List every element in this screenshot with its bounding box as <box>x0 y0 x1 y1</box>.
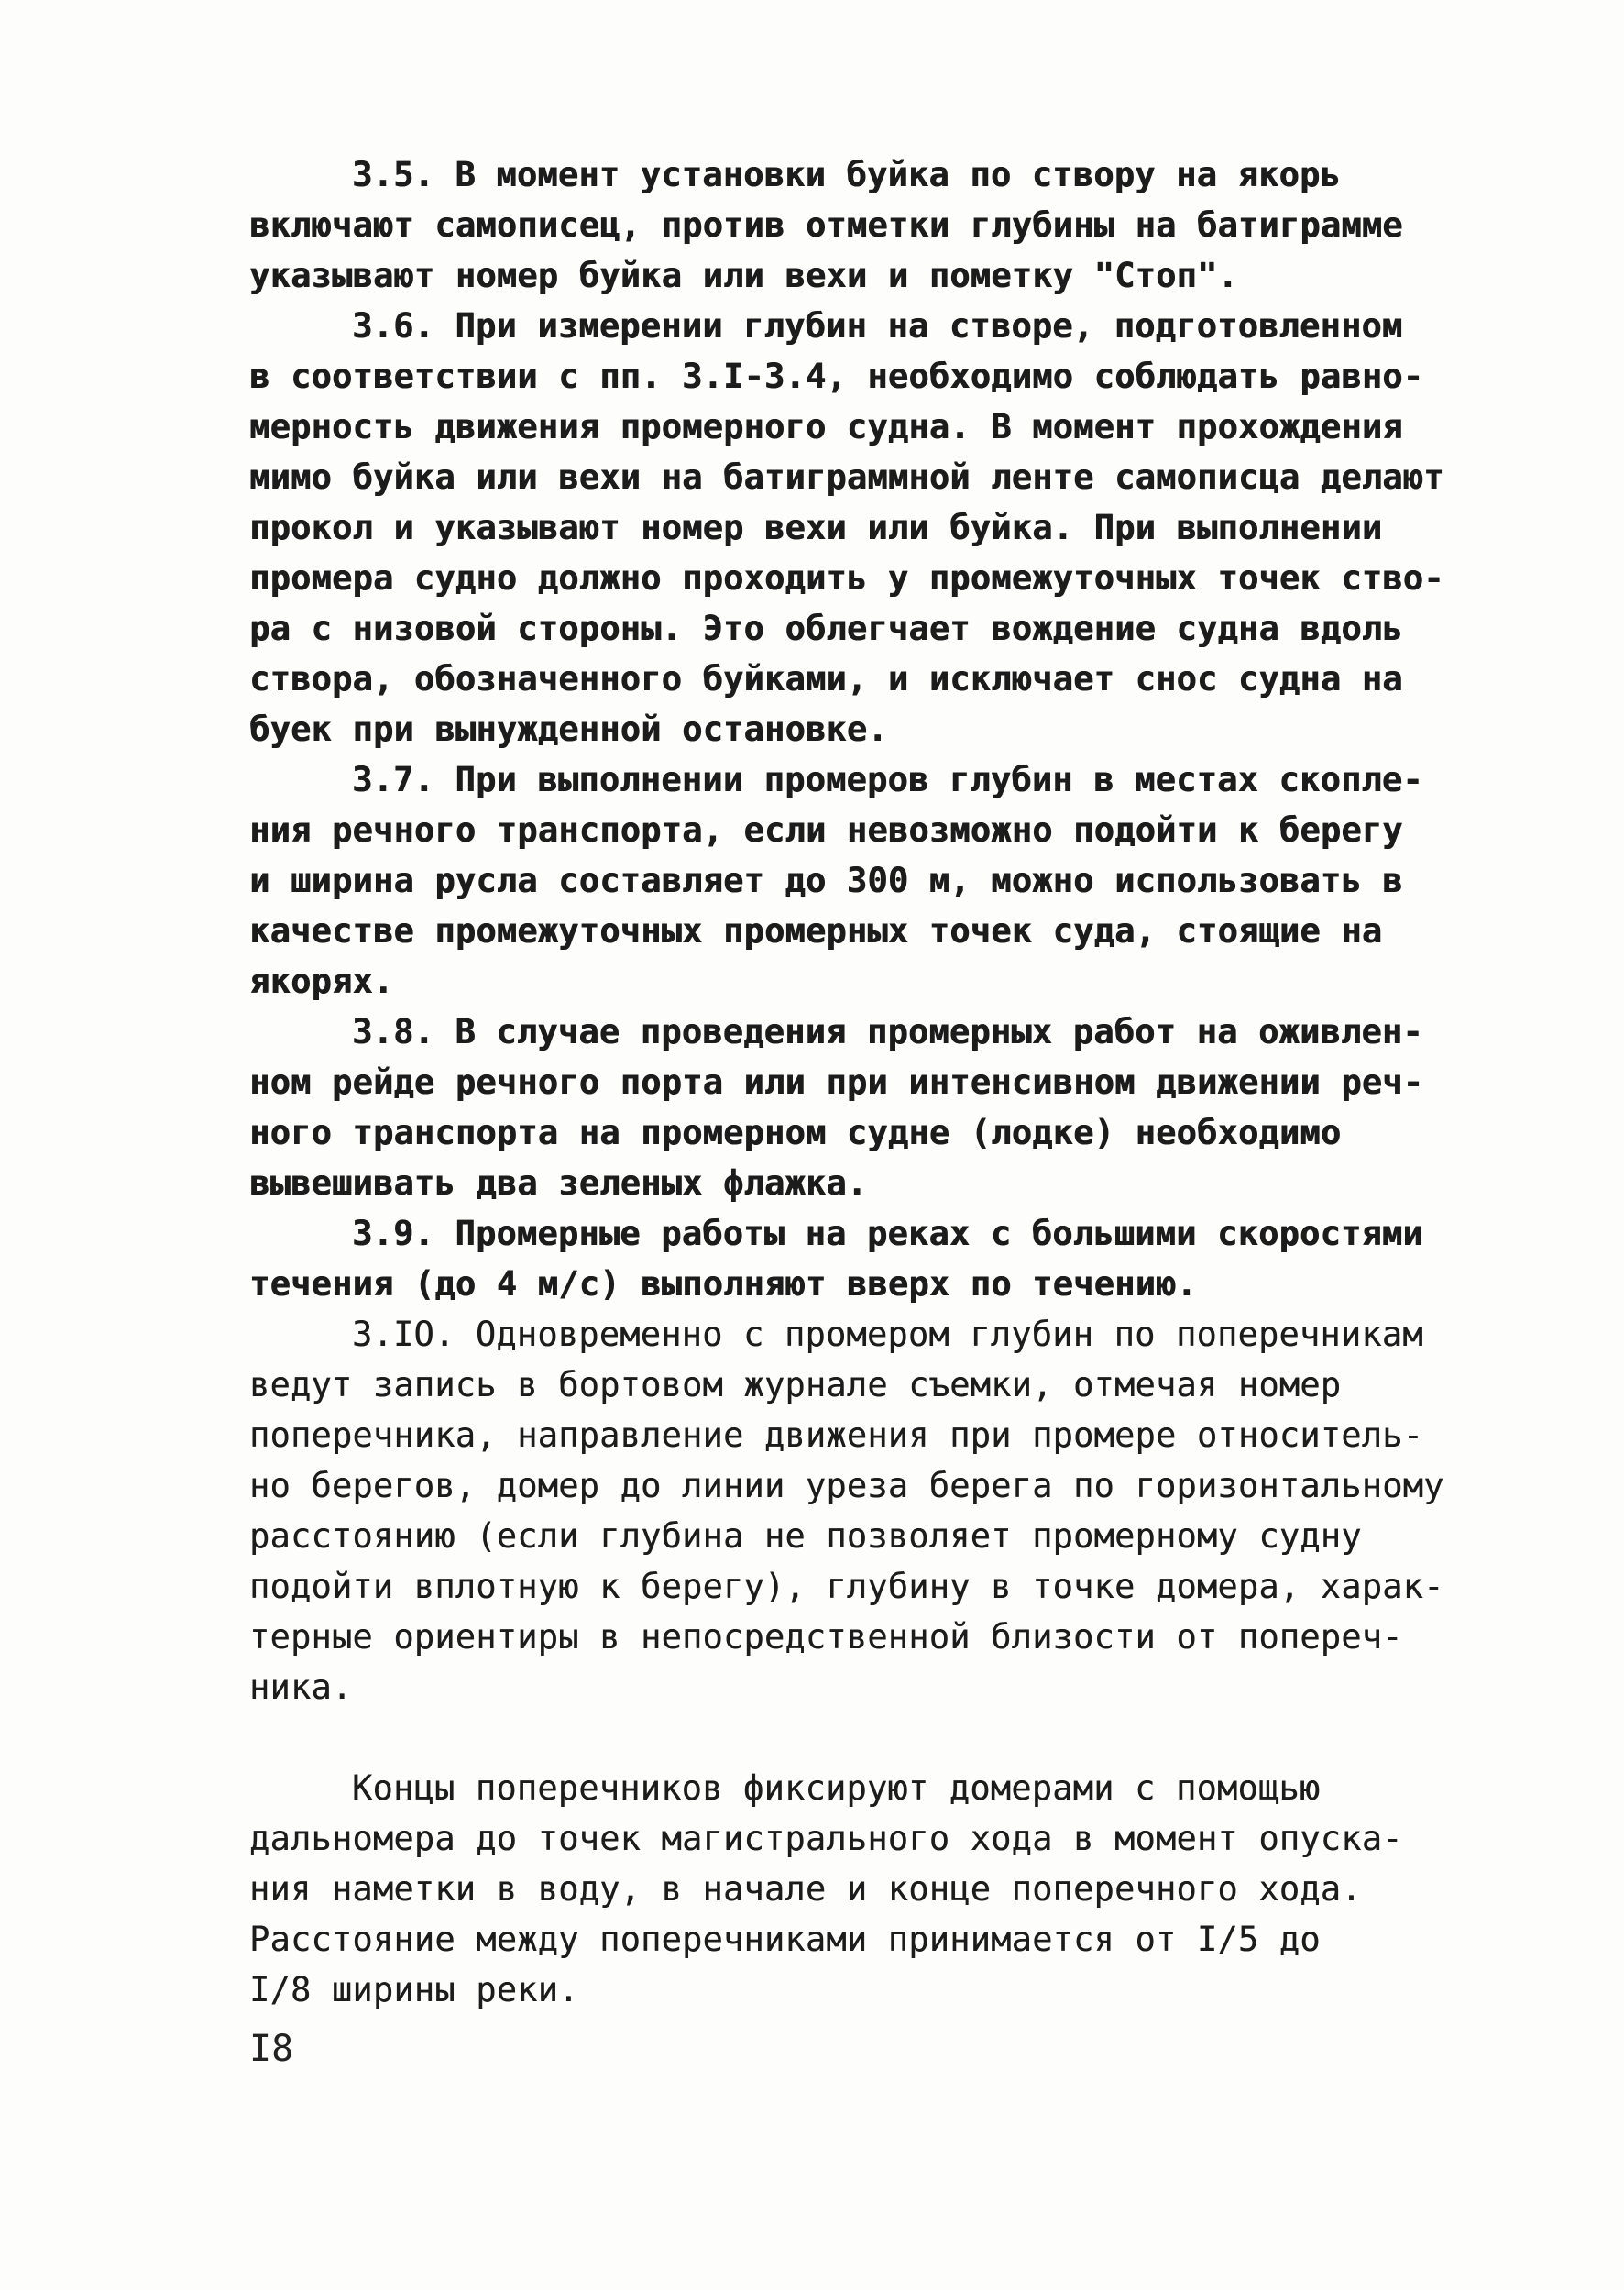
text-line: 3.5. В момент установки буйка по створу на якорь <box>352 155 1341 194</box>
text-line: прокол и указывают номер вехи или буйка. При выполнении <box>249 508 1383 547</box>
text-line: течения (до 4 м/с) выполняют вверх по течению. <box>249 1264 1197 1304</box>
text-line: 3.IO. Одновременно с промером глубин по поперечникам <box>352 1315 1423 1354</box>
blank-line <box>249 1712 1450 1763</box>
text-line: ника. <box>249 1668 353 1707</box>
text-line: буек при вынужденной остановке. <box>249 710 888 749</box>
text-line: 3.7. При выполнении промеров глубин в местах скопле- <box>352 760 1423 799</box>
text-line: I/8 ширины реки. <box>249 1970 579 2009</box>
text-line: 3.6. При измерении глубин на створе, подготовленном <box>352 306 1403 346</box>
text-line: терные ориентиры в непосредственной близости от попереч- <box>249 1617 1403 1657</box>
text-line: промера судно должно проходить у промежуточных точек ство- <box>249 558 1444 598</box>
text-line: 3.8. В случае проведения промерных работ на оживлен- <box>352 1012 1423 1051</box>
text-line: якорях. <box>249 962 394 1001</box>
text-line: качестве промежуточных промерных точек суда, стоящие на <box>249 911 1383 951</box>
text-line: ведут запись в бортовом журнале съемки, отмечая номер <box>249 1365 1342 1404</box>
text-line: указывают номер буйка или вехи и пометку "Стоп". <box>249 256 1238 295</box>
text-line: ния наметки в воду, в начале и конце поперечного хода. <box>249 1869 1362 1909</box>
text-line: дальномера до точек магистрального хода в момент опуска- <box>249 1819 1403 1858</box>
text-line: 3.9. Промерные работы на реках с большими скоростями <box>352 1214 1423 1253</box>
text-line: и ширина русла составляет до 300 м, можно использовать в <box>249 861 1403 900</box>
text-line: ра с низовой стороны. Это облегчает вождение судна вдоль <box>249 609 1403 648</box>
text-line: но берегов, домер до линии уреза берега по горизонтальному <box>249 1466 1444 1505</box>
text-line: поперечника, направление движения при промере относитель- <box>249 1415 1424 1455</box>
text-line: ном рейде речного порта или при интенсивном движении реч- <box>249 1062 1424 1102</box>
text-line: расстоянию (если глубина не позволяет промерному судну <box>249 1516 1362 1556</box>
text-line: мимо буйка или вехи на батиграммной ленте самописца делают <box>249 457 1444 497</box>
text-line: ного транспорта на промерном судне (лодке) необходимо <box>249 1113 1342 1152</box>
text-line: створа, обозначенного буйками, и исключает снос судна на <box>249 659 1403 699</box>
body-text <box>249 149 1450 2015</box>
text-line: Расстояние между поперечниками принимается от I/5 до <box>249 1920 1321 1959</box>
text-line: подойти вплотную к берегу), глубину в точке домера, харак- <box>249 1567 1444 1606</box>
text-line: ния речного транспорта, если невозможно подойти к берегу <box>249 810 1403 850</box>
text-line: мерность движения промерного судна. В момент прохождения <box>249 407 1403 446</box>
text-line: вывешивать два зеленых флажка. <box>249 1163 868 1203</box>
text-line: в соответствии с пп. 3.I-3.4, необходимо соблюдать равно- <box>249 357 1424 396</box>
text-line: Концы поперечников фиксируют домерами с помощью <box>352 1768 1321 1808</box>
text-line: включают самописец, против отметки глубины на батиграмме <box>249 205 1403 245</box>
page-number: I8 <box>249 2028 294 2070</box>
